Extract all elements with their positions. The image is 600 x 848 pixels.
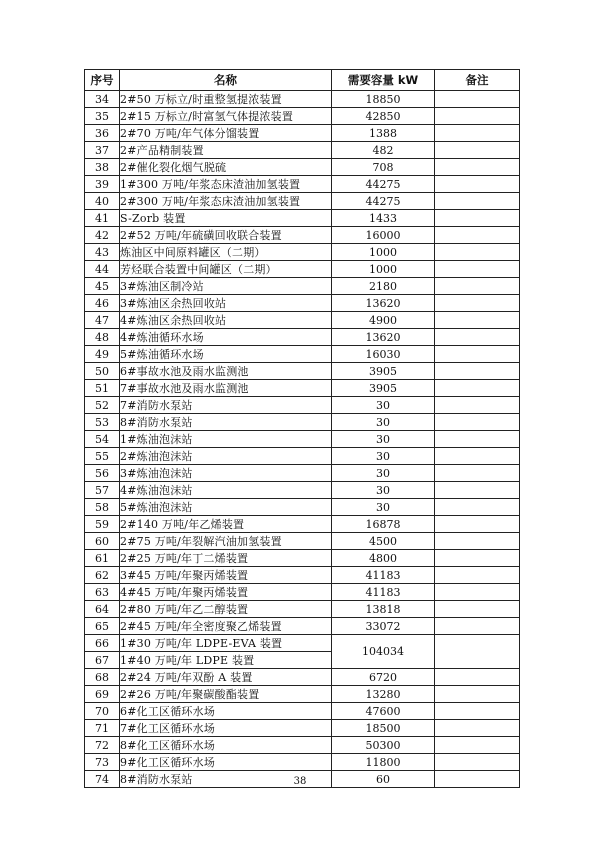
row-name: 1#30 万吨/年 LDPE-EVA 装置 (120, 635, 332, 652)
row-number: 57 (85, 482, 120, 499)
row-name: 炼油区中间原料罐区（二期） (120, 244, 332, 261)
table-row (85, 567, 520, 584)
row-capacity: 60 (332, 771, 435, 788)
table-row (85, 448, 520, 465)
row-number: 56 (85, 465, 120, 482)
row-number: 41 (85, 210, 120, 227)
row-name: 1#40 万吨/年 LDPE 装置 (120, 652, 332, 669)
row-number: 69 (85, 686, 120, 703)
table-row (85, 533, 520, 550)
row-capacity: 4500 (332, 533, 435, 550)
row-number: 34 (85, 91, 120, 108)
row-note (435, 669, 520, 686)
row-capacity: 30 (332, 448, 435, 465)
row-capacity: 42850 (332, 108, 435, 125)
row-note (435, 550, 520, 567)
row-capacity: 18850 (332, 91, 435, 108)
capacity-table (84, 69, 520, 788)
table-row (85, 669, 520, 686)
row-name: 3#炼油区余热回收站 (120, 295, 332, 312)
row-number: 51 (85, 380, 120, 397)
table-row (85, 159, 520, 176)
row-note (435, 91, 520, 108)
row-capacity: 30 (332, 482, 435, 499)
row-number: 62 (85, 567, 120, 584)
row-number: 71 (85, 720, 120, 737)
row-name: 4#炼油泡沫站 (120, 482, 332, 499)
row-capacity: 30 (332, 414, 435, 431)
row-number: 48 (85, 329, 120, 346)
table-row (85, 703, 520, 720)
row-capacity: 3905 (332, 380, 435, 397)
row-number: 52 (85, 397, 120, 414)
row-note (435, 193, 520, 210)
header-capacity: 需要容量 kW (332, 70, 435, 91)
row-capacity: 708 (332, 159, 435, 176)
row-name: 5#炼油循环水场 (120, 346, 332, 363)
row-note (435, 584, 520, 601)
row-capacity: 11800 (332, 754, 435, 771)
row-capacity: 44275 (332, 176, 435, 193)
row-capacity: 13620 (332, 295, 435, 312)
row-number: 73 (85, 754, 120, 771)
row-note (435, 380, 520, 397)
row-note (435, 142, 520, 159)
row-number: 44 (85, 261, 120, 278)
row-capacity: 13620 (332, 329, 435, 346)
row-note (435, 346, 520, 363)
row-name: 2#70 万吨/年气体分馏装置 (120, 125, 332, 142)
row-name: 2#26 万吨/年聚碳酸酯装置 (120, 686, 332, 703)
row-capacity: 6720 (332, 669, 435, 686)
row-capacity: 18500 (332, 720, 435, 737)
row-number: 68 (85, 669, 120, 686)
table-row (85, 635, 520, 652)
table-row (85, 295, 520, 312)
row-name: 7#消防水泵站 (120, 397, 332, 414)
row-capacity: 4800 (332, 550, 435, 567)
row-capacity: 3905 (332, 363, 435, 380)
row-note (435, 448, 520, 465)
row-name: 8#化工区循环水场 (120, 737, 332, 754)
table-row (85, 686, 520, 703)
table-header-row (85, 70, 520, 91)
row-name: 5#炼油泡沫站 (120, 499, 332, 516)
row-name: 1#炼油泡沫站 (120, 431, 332, 448)
row-name: 2#炼油泡沫站 (120, 448, 332, 465)
row-name: 2#140 万吨/年乙烯装置 (120, 516, 332, 533)
row-name: 2#80 万吨/年乙二醇装置 (120, 601, 332, 618)
row-number: 72 (85, 737, 120, 754)
row-number: 46 (85, 295, 120, 312)
row-note (435, 125, 520, 142)
row-name: 2#15 万标立/时富氢气体提浓装置 (120, 108, 332, 125)
row-name: 2#产品精制装置 (120, 142, 332, 159)
row-name: 2#24 万吨/年双酚 A 装置 (120, 669, 332, 686)
row-note (435, 176, 520, 193)
row-note (435, 686, 520, 703)
table-row (85, 431, 520, 448)
row-number: 50 (85, 363, 120, 380)
row-number: 67 (85, 652, 120, 669)
row-note (435, 312, 520, 329)
row-capacity: 30 (332, 431, 435, 448)
row-number: 49 (85, 346, 120, 363)
row-name: 2#50 万标立/时重整氢提浓装置 (120, 91, 332, 108)
row-capacity: 50300 (332, 737, 435, 754)
row-note (435, 720, 520, 737)
table-row (85, 125, 520, 142)
row-capacity: 1000 (332, 244, 435, 261)
table-row (85, 142, 520, 159)
table-row (85, 380, 520, 397)
row-name: 2#300 万吨/年浆态床渣油加氢装置 (120, 193, 332, 210)
row-name: 8#消防水泵站 (120, 414, 332, 431)
row-number: 40 (85, 193, 120, 210)
row-capacity: 30 (332, 465, 435, 482)
row-name: 2#45 万吨/年全密度聚乙烯装置 (120, 618, 332, 635)
row-name: 7#事故水池及雨水监测池 (120, 380, 332, 397)
row-note (435, 567, 520, 584)
row-name: 6#化工区循环水场 (120, 703, 332, 720)
row-note (435, 703, 520, 720)
row-note (435, 516, 520, 533)
row-note (435, 397, 520, 414)
row-capacity: 30 (332, 397, 435, 414)
table-row (85, 414, 520, 431)
row-note (435, 754, 520, 771)
row-note (435, 295, 520, 312)
row-number: 47 (85, 312, 120, 329)
row-note (435, 533, 520, 550)
table-row (85, 261, 520, 278)
row-number: 60 (85, 533, 120, 550)
row-number: 64 (85, 601, 120, 618)
table-row (85, 227, 520, 244)
row-capacity: 44275 (332, 193, 435, 210)
row-name: 7#化工区循环水场 (120, 720, 332, 737)
table-row (85, 278, 520, 295)
row-name: 1#300 万吨/年浆态床渣油加氢装置 (120, 176, 332, 193)
row-capacity: 2180 (332, 278, 435, 295)
table-row (85, 244, 520, 261)
row-name: 3#45 万吨/年聚丙烯装置 (120, 567, 332, 584)
row-note (435, 482, 520, 499)
row-number: 42 (85, 227, 120, 244)
row-name: 2#75 万吨/年裂解汽油加氢装置 (120, 533, 332, 550)
row-number: 39 (85, 176, 120, 193)
row-note (435, 159, 520, 176)
table-row (85, 363, 520, 380)
row-capacity: 1433 (332, 210, 435, 227)
row-note (435, 499, 520, 516)
table-row (85, 618, 520, 635)
row-number: 70 (85, 703, 120, 720)
table-row (85, 720, 520, 737)
row-name: 8#消防水泵站 (120, 771, 332, 788)
table-row (85, 210, 520, 227)
table-row (85, 193, 520, 210)
header-no: 序号 (85, 70, 120, 91)
row-number: 35 (85, 108, 120, 125)
row-capacity: 33072 (332, 618, 435, 635)
row-capacity: 1388 (332, 125, 435, 142)
table-row (85, 499, 520, 516)
header-name: 名称 (120, 70, 332, 91)
row-number: 61 (85, 550, 120, 567)
row-capacity: 30 (332, 499, 435, 516)
table-row (85, 550, 520, 567)
row-capacity: 1000 (332, 261, 435, 278)
table-row (85, 482, 520, 499)
row-name: 2#52 万吨/年硫磺回收联合装置 (120, 227, 332, 244)
page-number: 38 (293, 776, 307, 787)
row-name: 6#事故水池及雨水监测池 (120, 363, 332, 380)
row-note (435, 414, 520, 431)
table-row (85, 601, 520, 618)
row-capacity: 47600 (332, 703, 435, 720)
row-name: 4#炼油区余热回收站 (120, 312, 332, 329)
row-number: 66 (85, 635, 120, 652)
row-number: 55 (85, 448, 120, 465)
row-name: 9#化工区循环水场 (120, 754, 332, 771)
row-name: S-Zorb 装置 (120, 210, 332, 227)
row-name: 2#25 万吨/年丁二烯装置 (120, 550, 332, 567)
row-note-merged (435, 635, 520, 669)
table-row (85, 516, 520, 533)
row-name: 2#催化裂化烟气脱硫 (120, 159, 332, 176)
row-capacity: 13818 (332, 601, 435, 618)
table-row (85, 737, 520, 754)
table-row (85, 346, 520, 363)
row-number: 36 (85, 125, 120, 142)
table-row (85, 91, 520, 108)
table-row (85, 312, 520, 329)
row-number: 37 (85, 142, 120, 159)
table-row (85, 465, 520, 482)
table-row (85, 176, 520, 193)
row-number: 53 (85, 414, 120, 431)
row-note (435, 618, 520, 635)
row-name: 4#45 万吨/年聚丙烯装置 (120, 584, 332, 601)
row-capacity: 482 (332, 142, 435, 159)
row-number: 45 (85, 278, 120, 295)
table-row (85, 108, 520, 125)
row-capacity: 16878 (332, 516, 435, 533)
row-note (435, 601, 520, 618)
row-note (435, 244, 520, 261)
row-capacity: 13280 (332, 686, 435, 703)
table-row (85, 329, 520, 346)
row-note (435, 329, 520, 346)
table-row (85, 397, 520, 414)
row-capacity: 4900 (332, 312, 435, 329)
row-number: 63 (85, 584, 120, 601)
row-note (435, 278, 520, 295)
row-name: 3#炼油区制冷站 (120, 278, 332, 295)
row-note (435, 431, 520, 448)
row-note (435, 261, 520, 278)
row-name: 3#炼油泡沫站 (120, 465, 332, 482)
row-note (435, 737, 520, 754)
row-note (435, 108, 520, 125)
row-capacity: 41183 (332, 567, 435, 584)
row-number: 74 (85, 771, 120, 788)
row-number: 59 (85, 516, 120, 533)
row-name: 芳烃联合装置中间罐区（二期） (120, 261, 332, 278)
row-number: 54 (85, 431, 120, 448)
row-number: 65 (85, 618, 120, 635)
row-capacity: 16030 (332, 346, 435, 363)
table-row (85, 754, 520, 771)
row-capacity: 16000 (332, 227, 435, 244)
row-name: 4#炼油循环水场 (120, 329, 332, 346)
row-note (435, 465, 520, 482)
row-note (435, 210, 520, 227)
table-row (85, 584, 520, 601)
row-note (435, 227, 520, 244)
row-capacity-merged: 104034 (332, 635, 435, 669)
row-number: 58 (85, 499, 120, 516)
row-number: 38 (85, 159, 120, 176)
row-number: 43 (85, 244, 120, 261)
header-note: 备注 (435, 70, 520, 91)
row-capacity: 41183 (332, 584, 435, 601)
row-note (435, 363, 520, 380)
